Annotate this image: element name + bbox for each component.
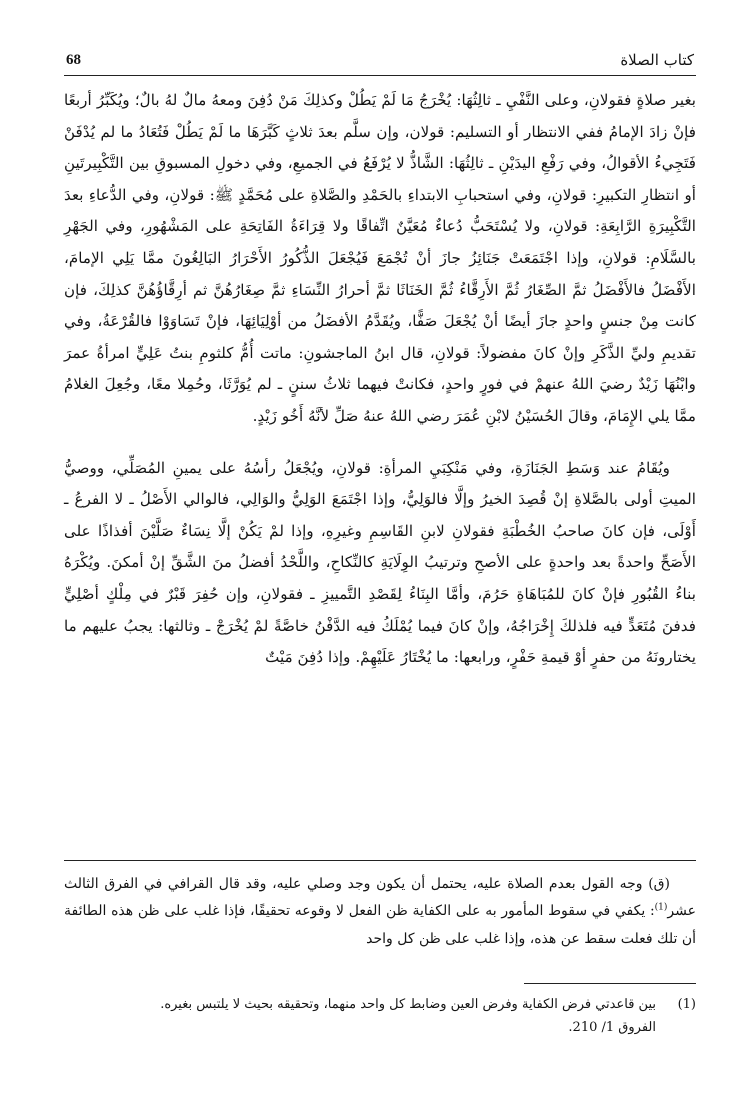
footnote-source: الفروق 1/ 210. <box>568 1020 656 1035</box>
main-paragraph: ويُقَامُ عند وَسَطِ الجَنَازَةِ، وفي مَنْكِبَيِ المرأةِ: قولانِ، ويُجْعَلُ رأسُهُ على يمينِ المُصَلِّي، ووصيُّ الميتِ أولى بالصَّلاةِ إنْ قُصِدَ الخيرُ وإلَّا فالوَلِيُّ، وإذا اجْتَمَعَ الوَلِيُّ والوَالِي، فالوالي الأَصْلُ ـ لا الفرعُ ـ أَوْلَى، فإن كانَ صاحبُ الخُطْبَةِ فقولانِ لابنِ القَاسِمِ وغيرِهِ، وإذا لمْ يَكُنْ إلَّا نِسَاءٌ صَلَّيْنَ أفذاذًا على الأَصَحِّ واحدةً بعد واحدةٍ على الأصحِ وترتيبُ الوِلَايَةِ كالنِّكاحِ، واللَّحْدُ أفضلُ منَ الشَّقِّ إنْ أمكنَ. ويُكْرَهُ بناءُ القُبُورِ فإنْ كانَ للمُبَاهَاةِ حَرُمَ، وأمَّا البِنَاءُ لِقَصْدِ التَّمييزِ ـ فقولانِ، وإن حُفِرَ قَبْرٌ في مِلْكٍ أصْلِيٍّ فدفنَ مُتَعَدٍّ فيه فلذلكَ إِخْرَاجُهُ، وإنْ كانَ فيما يُمْلَكُ فيه الدَّفْنُ خاصَّةً لمْ يُخْرَجْ ـ وثالثها: يجبُ عليهم ما يختارونَهُ من حفرٍ أوْ قيمةِ حَفْرٍ، ورابعها: ما يُخْتَارُ عَلَيْهِمْ. وإذا دُفِنَ مَيْتٌ <box>64 458 696 667</box>
footnote <box>64 993 696 1039</box>
header-divider <box>64 75 696 76</box>
commentary-text: (ق) وجه القول بعدم الصلاة عليه، يحتمل أن يكون وجد وصلي عليه، وقد قال القرافي في الفرق الثالث عشر <box>64 876 696 920</box>
main-text <box>64 85 696 674</box>
footnote-text: بين قاعدتي فرض الكفاية وفرض العين وضابط كل واحد منهما، وتحقيقه بحيث لا يلتبس بغيره. <box>160 997 656 1012</box>
main-paragraph: بغير صلاةٍ فقولانِ، وعلى النَّفْيِ ـ ثالِثُهَا: يُخْرَجُ مَا لَمْ يَطُلْ وكذلِكَ مَنْ دُفِنَ ومعهُ مالٌ لهُ بالٌ؛ ويُكَبِّرُ أربعًا فإنْ زادَ الإمامُ ففي الانتظار أو التسليم: قولان، وإن سلَّم بعدَ ثلاثٍ كَبَّرَهَا ما لَمْ يَطُلْ فَتُعَادُ ما لم يُدْفَنْ فَتَجِيءُ الأقوالُ، وفي رَفْعِ اليدَيْنِ ـ ثالِثُهَا: الشَّاذُّ لا يُرْفَعُ في الجميعِ، وفي دخولِ المسبوقِ بين التَّكْبِيرتَينِ أو انتظارِ التكبيرِ: قولانِ، وفي استحبابِ الابتداءِ بالحَمْدِ والصَّلاةِ على مُحَمَّدٍ ﷺ: قولانِ، وفي الدُّعاءِ بعدَ التَّكْبِيرَةِ الرَّابِعَةِ: قولانِ، ولا يُسْتَحَبُّ دُعاءٌ مُعَيَّنٌ اتِّفاقًا ولا قِرَاءَةُ الفَاتِحَةِ على المَشْهُورِ، وفي الجَهْرِ بالسَّلَامِ: قولانِ، وإذا اجْتَمَعَتْ جَنَائِزُ جازَ أنْ تُجْمَعَ فَيُجْعَلَ الذُّكُورُ الأَحْرَارُ البَالِغُونَ ممَّا يَلِي الإمامَ، الأَفْضَلُ فالأَفْضَلُ ثمَّ الصِّغَارُ ثُمَّ الأَرِقَّاءُ ثُمَّ الخَنَاثَا ثمَّ أحرارُ النِّسَاءِ ثمَّ صِغَارُهُنَّ ثم أرِقَّاؤُهُنَّ كذلِكَ، فإن كانت مِنْ جنسٍ واحدٍ جازَ أيضًا أنْ يُجْعَلَ صَفًّا، ويُقَدَّمُ الأفضَلُ من أوْلِيَائِهَا، فإنْ تَسَاوَوْا فالقُرْعَةُ، وفي تقديمِ وليِّ الذَّكَرِ وإنْ كانَ مفضولاً: قولانِ، قال ابنُ الماجشونِ: ماتت أُمُّ كلثومِ بنتُ عَلِيٍّ امرأةُ عمرَ وابْنُهَا زَيْدٌ رضيَ اللهُ عنهمْ في فورٍ واحدٍ، فكانتْ فيهما ثلاثُ سننٍ ـ لم يُوَرَّثَا، وحُمِلا معًا، وجُعِلَ الغلامُ ممَّا يلي الإِمَامَ، وقالَ الحُسَيْنُ لابْنِ عُمَرَ رضي اللهُ عنهُ صَلِّ لأنَّهُ أَخُو زَيْدٍ. <box>64 91 696 425</box>
commentary-text: : يكفي في سقوط المأمور به على الكفاية ظن الفعل لا وقوعه تحقيقًا، فإذا غلب على ظن هذه الطائفة أن تلك فعلت سقط عن هذه، وإذا غلب على ظن كل واحد <box>64 903 696 947</box>
commentary <box>64 871 696 953</box>
footnote-reference: (1) <box>654 902 668 913</box>
footnote-marker: (1) <box>677 997 696 1012</box>
running-title: كتاب الصلاة <box>620 51 694 69</box>
page-number: 68 <box>66 52 81 68</box>
footnote-divider <box>524 983 696 984</box>
page-header <box>66 50 694 74</box>
commentary-paragraph <box>64 871 696 953</box>
footnote-body <box>64 993 656 1039</box>
main-text-divider <box>64 860 696 861</box>
